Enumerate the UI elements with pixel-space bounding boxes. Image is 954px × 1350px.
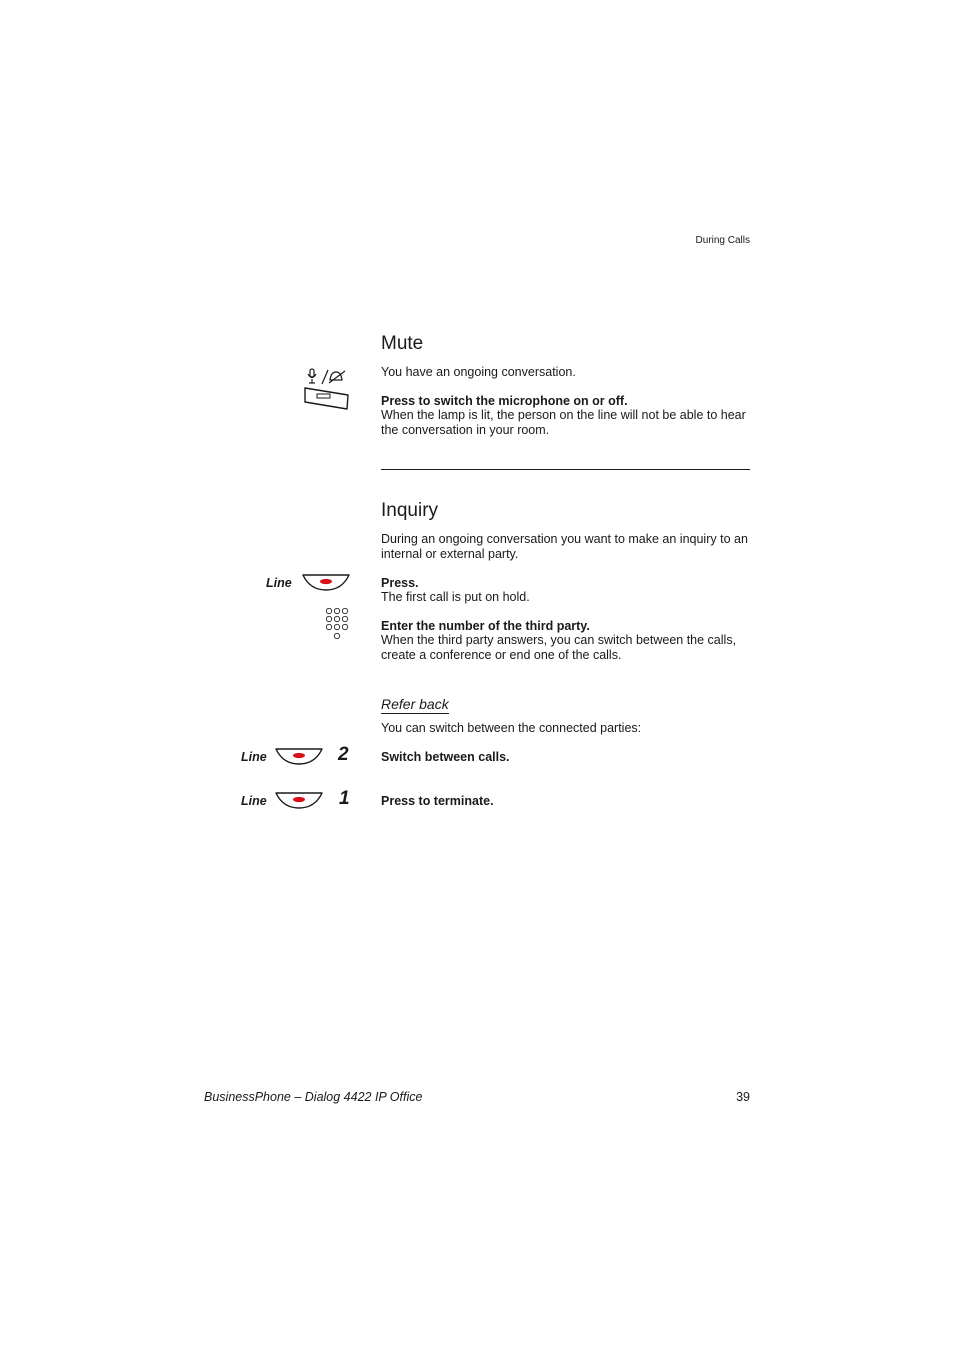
mute-step-note-1: When the lamp is lit, the person on the line will not be able to hear — [381, 408, 746, 422]
inquiry-enter-instruction: Enter the number of the third party. — [381, 619, 590, 633]
mute-key-icon — [300, 367, 352, 411]
terminate-line-key-icon — [274, 791, 324, 811]
inquiry-heading: Inquiry — [381, 500, 439, 521]
mute-heading: Mute — [381, 333, 424, 354]
inquiry-press-instruction: Press. — [381, 576, 419, 590]
switch-line-key-label: Line — [241, 750, 267, 764]
footer-product: BusinessPhone – Dialog 4422 IP Office — [204, 1090, 423, 1104]
inquiry-enter-note-2: create a conference or end one of the calls. — [381, 648, 622, 662]
inquiry-intro-2: internal or external party. — [381, 547, 519, 561]
inquiry-intro-1: During an ongoing conversation you want to make an inquiry to an — [381, 532, 748, 546]
terminate-line-number: 1 — [339, 788, 350, 809]
refer-back-intro: You can switch between the connected parties: — [381, 721, 642, 735]
switch-line-number: 2 — [338, 744, 349, 765]
inquiry-press-note: The first call is put on hold. — [381, 590, 530, 604]
line-key-icon — [301, 573, 351, 593]
terminate-instruction: Press to terminate. — [381, 794, 494, 808]
running-header: During Calls — [695, 235, 750, 246]
switch-line-key-icon — [274, 747, 324, 767]
mute-intro: You have an ongoing conversation. — [381, 365, 576, 379]
mute-step-instruction: Press to switch the microphone on or off. — [381, 394, 628, 408]
mute-step-note-2: the conversation in your room. — [381, 423, 550, 437]
switch-instruction: Switch between calls. — [381, 750, 510, 764]
inquiry-enter-note-1: When the third party answers, you can switch between the calls, — [381, 633, 737, 647]
section-divider — [381, 469, 750, 470]
terminate-line-key-label: Line — [241, 794, 267, 808]
refer-back-heading: Refer back — [381, 696, 449, 712]
keypad-icon — [324, 606, 352, 642]
page-number: 39 — [736, 1090, 750, 1104]
line-key-label: Line — [266, 576, 292, 590]
